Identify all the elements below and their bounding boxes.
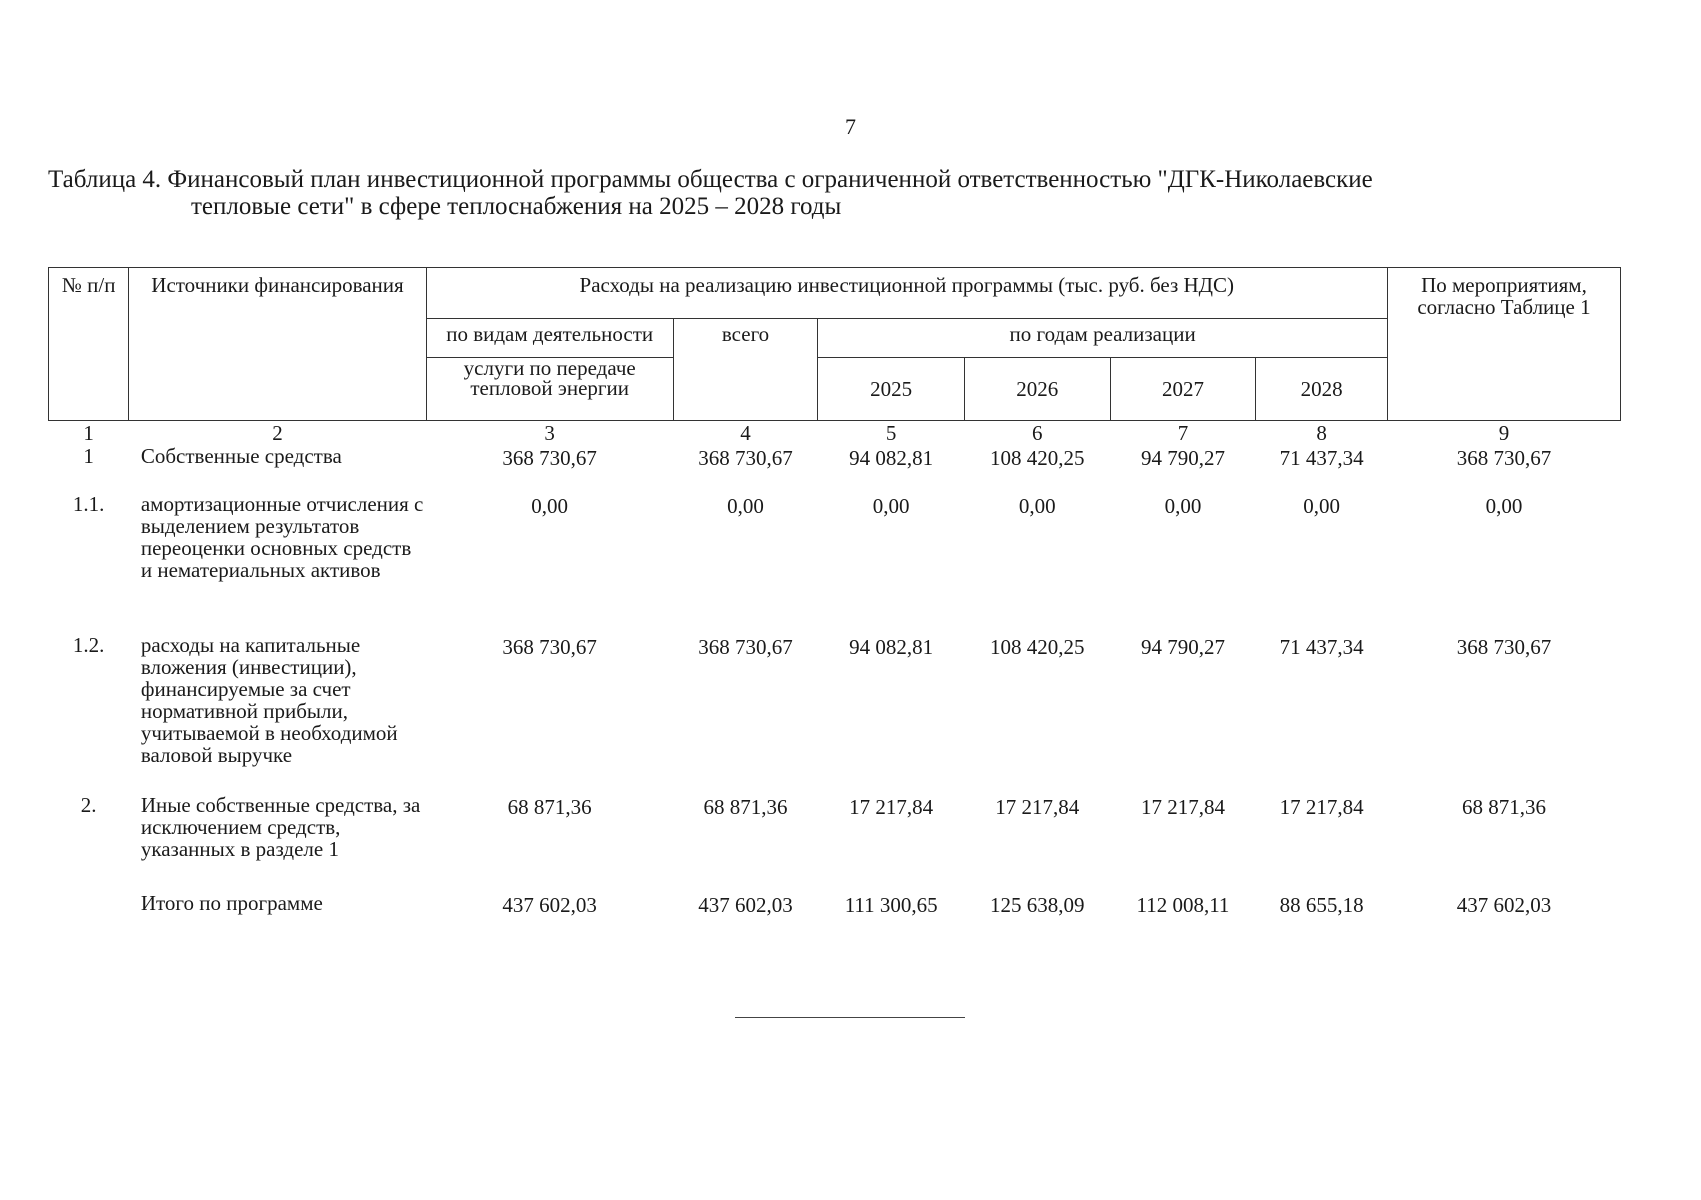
cell-2027: 112 008,11 [1136, 893, 1230, 917]
cell-activity-service: 68 871,36 [507, 795, 592, 819]
header-source: Источники финансирования [129, 268, 426, 421]
header-year-2026: 2026 [964, 358, 1110, 421]
cell-2028: 17 217,84 [1279, 795, 1364, 819]
cell-by-measures: 368 730,67 [1456, 635, 1552, 659]
header-year-2028: 2028 [1256, 358, 1388, 421]
cell-2026: 17 217,84 [995, 795, 1080, 819]
header-expenses: Расходы на реализацию инвестиционной программы (тыс. руб. без НДС) [426, 268, 1387, 319]
cell-total: 437 602,03 [698, 893, 793, 917]
title-line-1: Таблица 4. Финансовый план инвестиционной программы общества с ограниченной ответственностью "ДГК-Николаевские [48, 166, 1373, 193]
row-number: 1.2. [72, 633, 105, 657]
cell-2025: 94 082,81 [849, 635, 934, 659]
title-line-2: тепловые сети" в сфере теплоснабжения на 2025 – 2028 годы [191, 193, 842, 220]
header-activity-service: услуги по передаче тепловой энергии [426, 358, 673, 421]
row-source: амортизационные отчисления с выделением результатов переоценки основных средств и нематериальных активов [140, 492, 424, 582]
cell-2027: 94 790,27 [1140, 446, 1225, 470]
table-row-own-funds [49, 445, 1621, 493]
row-number [49, 892, 129, 932]
header-year-2027: 2027 [1110, 358, 1256, 421]
column-number: 2 [272, 421, 283, 445]
financial-plan-table [48, 267, 1621, 932]
cell-activity-service: 437 602,03 [502, 893, 597, 917]
header-by-activity: по видам деятельности [426, 319, 673, 358]
cell-activity-service: 0,00 [531, 494, 569, 518]
cell-activity-service: 368 730,67 [502, 446, 597, 470]
document-title [48, 166, 1628, 220]
column-number: 5 [885, 421, 897, 445]
cell-activity-service: 368 730,67 [502, 635, 597, 659]
table-row-capital-investments [49, 634, 1621, 794]
row-number: 2. [80, 793, 97, 817]
cell-total: 368 730,67 [698, 635, 793, 659]
table-row-depreciation [49, 493, 1621, 634]
cell-2026: 108 420,25 [990, 446, 1085, 470]
cell-2028: 71 437,34 [1279, 446, 1364, 470]
column-numbers-row [49, 421, 1621, 446]
table-row-total [49, 892, 1621, 932]
row-source: Итого по программе [140, 891, 323, 915]
header-by-years: по годам реализации [818, 319, 1388, 358]
column-number: 1 [83, 421, 94, 445]
table-row-other-own-funds [49, 794, 1621, 892]
column-number: 8 [1316, 421, 1327, 445]
row-number: 1.1. [72, 492, 105, 516]
cell-2026: 125 638,09 [990, 893, 1085, 917]
cell-2025: 17 217,84 [849, 795, 934, 819]
cell-2025: 94 082,81 [849, 446, 934, 470]
row-source: Собственные средства [140, 444, 342, 468]
cell-total: 68 871,36 [703, 795, 788, 819]
column-number: 9 [1498, 421, 1510, 445]
column-number: 7 [1177, 421, 1189, 445]
end-divider [735, 1017, 965, 1018]
row-source: Иные собственные средства, за исключением средств, указанных в разделе 1 [140, 793, 421, 861]
cell-by-measures: 437 602,03 [1456, 893, 1552, 917]
cell-total: 368 730,67 [698, 446, 793, 470]
cell-2026: 108 420,25 [990, 635, 1085, 659]
column-number: 3 [544, 421, 555, 445]
cell-2025: 0,00 [872, 494, 910, 518]
column-number: 6 [1032, 421, 1043, 445]
cell-total: 0,00 [727, 494, 764, 518]
cell-2027: 0,00 [1164, 494, 1202, 518]
header-by-measures: По мероприятиям, согласно Таблице 1 [1387, 268, 1620, 421]
row-number: 1 [83, 444, 94, 468]
page-number: 7 [845, 114, 856, 139]
cell-2028: 88 655,18 [1279, 893, 1364, 917]
column-number: 4 [740, 421, 751, 445]
cell-2025: 111 300,65 [844, 893, 938, 917]
cell-2028: 71 437,34 [1279, 635, 1364, 659]
cell-by-measures: 368 730,67 [1456, 446, 1552, 470]
header-no: № п/п [49, 268, 129, 421]
header-year-2025: 2025 [818, 358, 965, 421]
row-source: расходы на капитальные вложения (инвестиции), финансируемые за счет нормативной прибыли, учитываемой в необходимой валовой выручке [140, 633, 398, 767]
cell-2027: 94 790,27 [1140, 635, 1225, 659]
cell-2027: 17 217,84 [1140, 795, 1225, 819]
cell-by-measures: 68 871,36 [1461, 795, 1546, 819]
cell-by-measures: 0,00 [1485, 494, 1523, 518]
header-total: всего [673, 319, 818, 421]
cell-2026: 0,00 [1018, 494, 1056, 518]
cell-2028: 0,00 [1303, 494, 1340, 518]
